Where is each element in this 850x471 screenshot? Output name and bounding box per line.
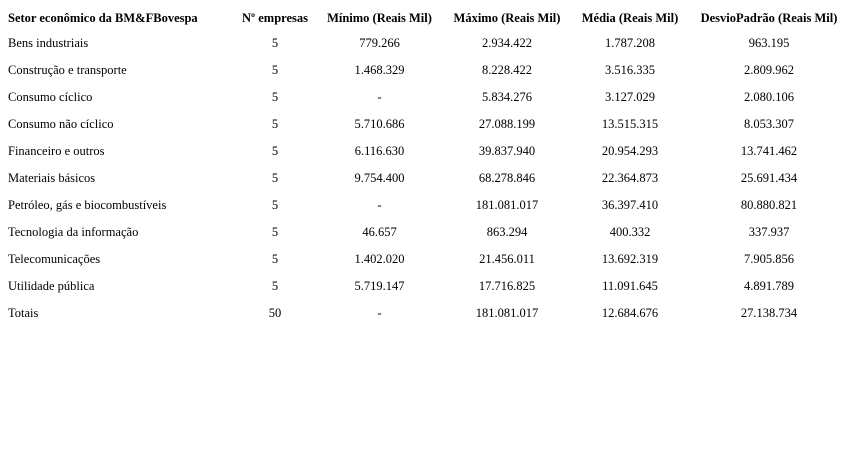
minimum-cell: 46.657 [362,225,397,239]
sector-cell: Bens industriais [8,36,89,50]
maximum-cell: 5.834.276 [482,90,532,104]
maximum-cell: 181.081.017 [475,198,539,212]
maximum-cell: 68.278.846 [478,171,536,185]
table-row [2,30,849,57]
company-count-cell: 5 [271,225,279,239]
header-minimum: Mínimo (Reais Mil) [327,11,432,25]
header-row [2,6,849,30]
mean-cell: 12.684.676 [601,306,659,320]
table-row [2,84,849,111]
mean-cell: 1.787.208 [605,36,655,50]
std-deviation-cell: 4.891.789 [744,279,794,293]
header-mean: Média (Reais Mil) [581,11,679,25]
minimum-cell: 779.266 [359,36,400,50]
sector-statistics-table [2,6,849,327]
maximum-cell: 21.456.011 [479,252,535,266]
header-company-count: Nº empresas [241,11,309,25]
std-deviation-cell: 80.880.821 [740,198,798,212]
sector-cell: Financeiro e outros [8,144,105,158]
mean-cell: 11.091.645 [602,279,658,293]
std-deviation-cell: 963.195 [748,36,790,50]
mean-cell: 13.515.315 [601,117,659,131]
company-count-cell: 5 [271,279,279,293]
header-std-deviation: DesvioPadrão (Reais Mil) [700,11,838,25]
minimum-cell: - [377,198,382,212]
sector-cell: Utilidade pública [8,279,95,293]
maximum-cell: 2.934.422 [482,36,532,50]
maximum-cell: 39.837.940 [478,144,536,158]
std-deviation-cell: 2.809.962 [744,63,794,77]
sector-cell: Telecomunicações [8,252,101,266]
mean-cell: 13.692.319 [601,252,659,266]
maximum-cell: 8.228.422 [482,63,532,77]
company-count-cell: 5 [271,198,279,212]
table-row [2,219,849,246]
std-deviation-cell: 27.138.734 [740,306,798,320]
minimum-cell: 9.754.400 [354,171,405,185]
table-row [2,138,849,165]
mean-cell: 400.332 [609,225,651,239]
minimum-cell: - [377,306,382,320]
maximum-cell: 27.088.199 [478,117,536,131]
minimum-cell: 5.710.686 [354,117,405,131]
minimum-cell: 5.719.147 [354,279,405,293]
sector-cell: Construção e transporte [8,63,127,77]
company-count-cell: 5 [271,117,279,131]
maximum-cell: 863.294 [486,225,528,239]
std-deviation-cell: 25.691.434 [740,171,798,185]
company-count-cell: 5 [271,90,279,104]
minimum-cell: 1.402.020 [354,252,405,266]
table-header [2,6,849,30]
mean-cell: 3.127.029 [605,90,655,104]
std-deviation-cell: 7.905.856 [744,252,794,266]
header-maximum: Máximo (Reais Mil) [453,11,561,25]
sector-cell: Totais [8,306,39,320]
sector-cell: Consumo cíclico [8,90,93,104]
table-row [2,192,849,219]
mean-cell: 20.954.293 [601,144,659,158]
std-deviation-cell: 337.937 [748,225,790,239]
sector-cell: Materiais básicos [8,171,96,185]
header-sector: Setor econômico da BM&FBovespa [8,11,198,25]
company-count-cell: 5 [271,171,279,185]
minimum-cell: 1.468.329 [354,63,405,77]
company-count-cell: 5 [271,63,279,77]
maximum-cell: 181.081.017 [475,306,539,320]
totals-row [2,300,849,327]
minimum-cell: - [377,90,382,104]
std-deviation-cell: 13.741.462 [740,144,798,158]
std-deviation-cell: 2.080.106 [744,90,794,104]
mean-cell: 3.516.335 [605,63,655,77]
company-count-cell: 50 [268,306,282,320]
maximum-cell: 17.716.825 [478,279,536,293]
table-row [2,246,849,273]
mean-cell: 22.364.873 [601,171,659,185]
company-count-cell: 5 [271,36,279,50]
sector-cell: Tecnologia da informação [8,225,139,239]
std-deviation-cell: 8.053.307 [744,117,794,131]
table-row [2,57,849,84]
company-count-cell: 5 [271,144,279,158]
table-row [2,111,849,138]
table-body [2,30,849,327]
minimum-cell: 6.116.630 [354,144,405,158]
sector-cell: Petróleo, gás e biocombustíveis [8,198,167,212]
table-row [2,165,849,192]
sector-cell: Consumo não cíclico [8,117,114,131]
mean-cell: 36.397.410 [601,198,659,212]
table-row [2,273,849,300]
company-count-cell: 5 [271,252,279,266]
